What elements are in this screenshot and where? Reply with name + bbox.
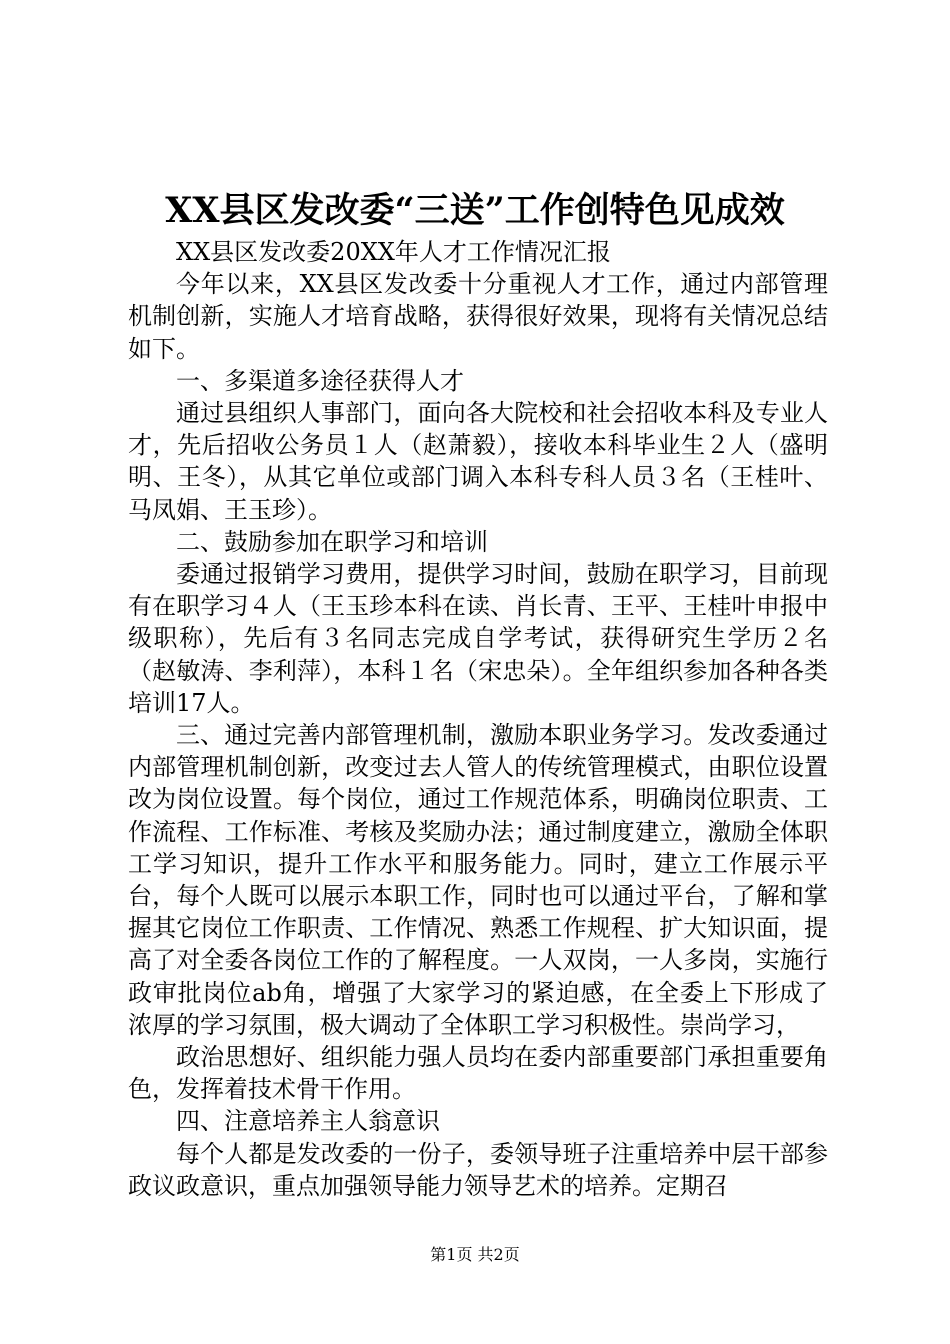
document-title: XX县区发改委“三送”工作创特色见成效 <box>165 190 785 231</box>
paragraph-section-3: 三、通过完善内部管理机制，激励本职业务学习。发改委通过内部管理机制创新，改变过去人管人的传统管理模式，由职位设置改为岗位设置。每个岗位，通过工作规范体系，明确岗位职责、工作流程、工作标准、考核及奖励办法；通过制度建立，激励全体职工学习知识，提升工作水平和服务能力。同时，建立工作展示平台，每个人既可以展示本职工作，同时也可以通过平台，了解和掌握其它岗位工作职责、工作情况、熟悉工作规程、扩大知识面，提高了对全委各岗位工作的了解程度。一人双岗，一人多岗，实施行政审批岗位ab角，增强了大家学习的紧迫感，在全委上下形成了浓厚的学习氛围，极大调动了全体职工学习积极性。崇尚学习， <box>128 721 828 1039</box>
section-heading-2: 二、鼓励参加在职学习和培训 <box>176 527 488 556</box>
paragraph-section-1: 通过县组织人事部门，面向各大院校和社会招收本科及专业人才，先后招收公务员１人（赵萧毅），接收本科毕业生２人（盛明明、王冬），从其它单位或部门调入本科专科人员３名（王桂叶、马凤娟、王玉珍）。 <box>128 399 828 524</box>
paragraph-intro: 今年以来，XX县区发改委十分重视人才工作，通过内部管理机制创新，实施人才培育战略，获得很好效果，现将有关情况总结如下。 <box>128 270 828 363</box>
paragraph-subtitle: XX县区发改委20XX年人才工作情况汇报 <box>176 238 611 266</box>
section-heading-4: 四、注意培养主人翁意识 <box>176 1107 440 1136</box>
paragraph-section-2: 委通过报销学习费用，提供学习时间，鼓励在职学习，目前现有在职学习４人（王玉珍本科在读、肖长青、王平、王桂叶申报中级职称），先后有３名同志完成自学考试，获得研究生学历２名（赵敏涛、李利萍），本科１名（宋忠朵）。全年组织参加各种各类培训17人。 <box>128 560 828 717</box>
paragraph-section-4: 每个人都是发改委的一份子，委领导班子注重培养中层干部参政议政意识，重点加强领导能力领导艺术的培养。定期召 <box>128 1139 828 1200</box>
section-heading-1: 一、多渠道多途径获得人才 <box>176 366 464 395</box>
document-body <box>128 236 828 1202</box>
paragraph-section-3-cont: 政治思想好、组织能力强人员均在委内部重要部门承担重要角色，发挥着技术骨干作用。 <box>128 1043 828 1104</box>
page-footer: 第1页 共2页 <box>430 1245 520 1264</box>
